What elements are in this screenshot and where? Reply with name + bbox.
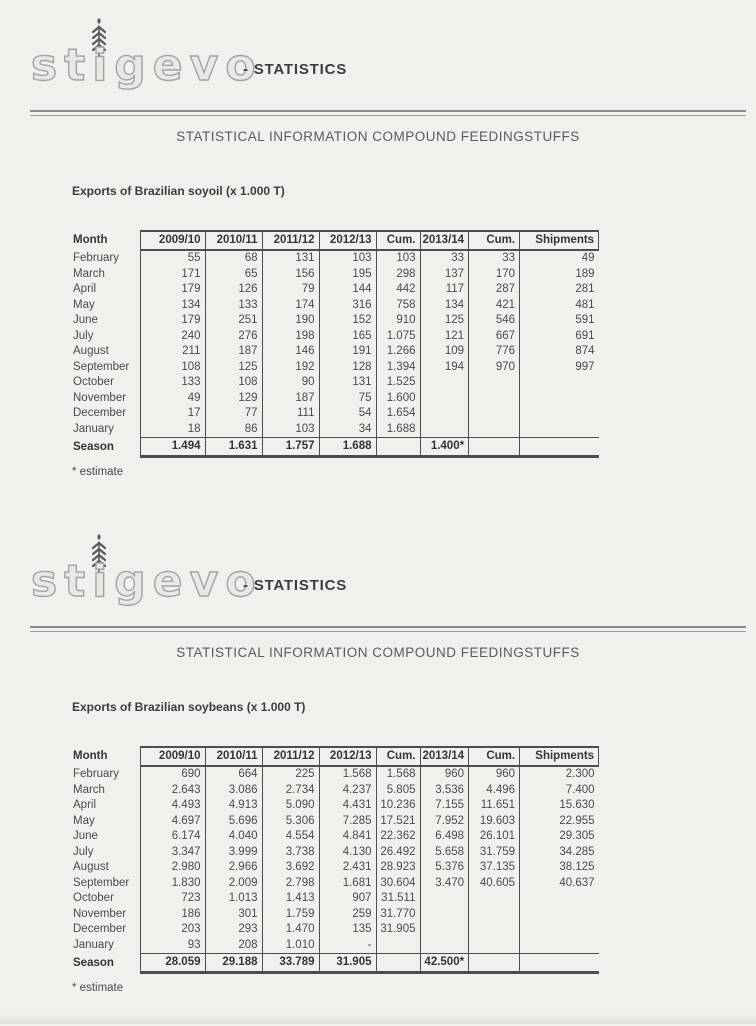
value-cell <box>420 922 469 938</box>
season-value-cell: 1.688 <box>319 438 376 457</box>
column-header: 2012/13 <box>319 747 376 766</box>
value-cell: 22.362 <box>376 829 420 845</box>
value-cell: 211 <box>140 344 205 360</box>
section-soybeans <box>0 516 756 1026</box>
value-cell: 30.604 <box>376 876 420 892</box>
value-cell: 194 <box>420 360 469 376</box>
table-row <box>72 313 599 329</box>
value-cell: 137 <box>420 267 469 283</box>
table-row <box>72 250 599 267</box>
value-cell: 2.734 <box>262 783 319 799</box>
value-cell: 4.913 <box>205 798 262 814</box>
value-cell <box>420 391 469 407</box>
value-cell: 187 <box>262 391 319 407</box>
value-cell: 108 <box>140 360 205 376</box>
column-header: 2010/11 <box>205 747 262 766</box>
value-cell: 1.688 <box>376 422 420 438</box>
value-cell: 3.692 <box>262 860 319 876</box>
column-header: Month <box>73 750 108 762</box>
value-cell <box>469 391 520 407</box>
value-cell: 1.013 <box>205 891 262 907</box>
value-cell: 179 <box>140 313 205 329</box>
value-cell: 1.654 <box>376 406 420 422</box>
column-header: 2012/13 <box>319 231 376 250</box>
column-header: 2010/11 <box>205 231 262 250</box>
season-row <box>72 438 599 457</box>
value-cell <box>469 422 520 438</box>
table-row <box>72 860 599 876</box>
logo-statistics-label: - STATISTICS <box>243 577 348 594</box>
value-cell <box>420 375 469 391</box>
month-cell: March <box>73 267 105 280</box>
value-cell: 1.394 <box>376 360 420 376</box>
table-row <box>72 829 599 845</box>
value-cell: 198 <box>262 329 319 345</box>
header-row <box>72 747 599 766</box>
estimate-footnote: * estimate <box>72 982 124 994</box>
value-cell: 6.174 <box>140 829 205 845</box>
value-cell: 75 <box>319 391 376 407</box>
month-cell: July <box>73 845 94 858</box>
value-cell: 664 <box>205 766 262 783</box>
season-value-cell: 1.757 <box>262 438 319 457</box>
season-value-cell <box>520 438 599 457</box>
value-cell: 152 <box>319 313 376 329</box>
value-cell: 3.536 <box>420 783 469 799</box>
value-cell <box>520 891 599 907</box>
month-cell: June <box>73 314 98 327</box>
season-value-cell: 42.500* <box>420 954 469 973</box>
estimate-footnote: * estimate <box>72 466 124 478</box>
value-cell <box>520 922 599 938</box>
value-cell: 133 <box>205 298 262 314</box>
value-cell: 31.905 <box>376 922 420 938</box>
column-header: 2009/10 <box>140 747 205 766</box>
value-cell: 1.075 <box>376 329 420 345</box>
month-cell: December <box>73 923 127 936</box>
season-row <box>72 954 599 973</box>
value-cell <box>520 391 599 407</box>
logo-text: stigevo <box>31 556 263 607</box>
value-cell: 109 <box>420 344 469 360</box>
column-header: 2011/12 <box>262 747 319 766</box>
value-cell: 259 <box>319 907 376 923</box>
value-cell: 37.135 <box>469 860 520 876</box>
value-cell: 1.010 <box>262 938 319 954</box>
value-cell: 4.431 <box>319 798 376 814</box>
table-row <box>72 814 599 830</box>
column-header: Shipments <box>520 747 599 766</box>
value-cell: 174 <box>262 298 319 314</box>
month-cell: April <box>73 283 97 296</box>
column-header: Shipments <box>520 231 599 250</box>
value-cell: 10.236 <box>376 798 420 814</box>
table-row <box>72 344 599 360</box>
exports-table-soyoil <box>72 230 599 458</box>
value-cell: 126 <box>205 282 262 298</box>
value-cell: 4.496 <box>469 783 520 799</box>
value-cell <box>420 907 469 923</box>
value-cell: 2.980 <box>140 860 205 876</box>
value-cell: 189 <box>520 267 599 283</box>
month-cell: June <box>73 830 98 843</box>
value-cell: 287 <box>469 282 520 298</box>
table-row <box>72 922 599 938</box>
value-cell: 910 <box>376 313 420 329</box>
value-cell: 1.681 <box>319 876 376 892</box>
value-cell: 40.637 <box>520 876 599 892</box>
value-cell: 128 <box>319 360 376 376</box>
value-cell: 301 <box>205 907 262 923</box>
value-cell: 17.521 <box>376 814 420 830</box>
column-header: 2013/14 <box>420 747 469 766</box>
value-cell: 690 <box>140 766 205 783</box>
value-cell: 4.237 <box>319 783 376 799</box>
value-cell: 26.492 <box>376 845 420 861</box>
value-cell <box>520 375 599 391</box>
value-cell <box>469 938 520 954</box>
value-cell: 1.568 <box>319 766 376 783</box>
value-cell: 546 <box>469 313 520 329</box>
value-cell: 49 <box>520 250 599 267</box>
table-row <box>72 329 599 345</box>
value-cell: 874 <box>520 344 599 360</box>
value-cell: 103 <box>376 250 420 267</box>
section-soyoil <box>0 0 756 510</box>
value-cell: 5.805 <box>376 783 420 799</box>
value-cell: 1.759 <box>262 907 319 923</box>
double-rule <box>30 626 746 632</box>
logo-text: stigevo <box>31 40 263 91</box>
value-cell: 5.376 <box>420 860 469 876</box>
value-cell: 970 <box>469 360 520 376</box>
value-cell: 293 <box>205 922 262 938</box>
table-row <box>72 360 599 376</box>
value-cell: 171 <box>140 267 205 283</box>
value-cell: 40.605 <box>469 876 520 892</box>
value-cell <box>420 938 469 954</box>
value-cell: 49 <box>140 391 205 407</box>
value-cell: 691 <box>520 329 599 345</box>
value-cell: 31.770 <box>376 907 420 923</box>
month-cell: January <box>73 939 114 951</box>
month-cell: November <box>73 391 127 404</box>
value-cell: 165 <box>319 329 376 345</box>
value-cell: 4.040 <box>205 829 262 845</box>
value-cell: 1.266 <box>376 344 420 360</box>
month-cell: October <box>73 892 114 905</box>
value-cell: 208 <box>205 938 262 954</box>
table-row <box>72 783 599 799</box>
season-label-cell: Season <box>73 440 114 453</box>
value-cell: 4.841 <box>319 829 376 845</box>
value-cell: 7.155 <box>420 798 469 814</box>
value-cell: 5.696 <box>205 814 262 830</box>
value-cell: 17 <box>140 406 205 422</box>
value-cell: 225 <box>262 766 319 783</box>
season-value-cell <box>376 954 420 973</box>
value-cell: 298 <box>376 267 420 283</box>
value-cell: 5.090 <box>262 798 319 814</box>
table-row <box>72 267 599 283</box>
month-cell: August <box>73 861 109 874</box>
value-cell <box>520 422 599 438</box>
value-cell: 4.493 <box>140 798 205 814</box>
value-cell: 117 <box>420 282 469 298</box>
value-cell: 33 <box>420 250 469 267</box>
logo-statistics-label: - STATISTICS <box>243 61 348 78</box>
table-row <box>72 375 599 391</box>
value-cell: 134 <box>420 298 469 314</box>
season-label-cell: Season <box>73 956 114 969</box>
value-cell: 26.101 <box>469 829 520 845</box>
value-cell: 108 <box>205 375 262 391</box>
season-value-cell <box>520 954 599 973</box>
value-cell <box>469 907 520 923</box>
value-cell: 3.347 <box>140 845 205 861</box>
value-cell: 421 <box>469 298 520 314</box>
value-cell: 29.305 <box>520 829 599 845</box>
table-row <box>72 282 599 298</box>
value-cell: 960 <box>469 766 520 783</box>
table-row <box>72 938 599 954</box>
month-cell: February <box>73 767 120 780</box>
month-cell: April <box>73 799 97 812</box>
value-cell: 907 <box>319 891 376 907</box>
table-subtitle-soyoil: Exports of Brazilian soyoil (x 1.000 T) <box>72 184 285 198</box>
value-cell <box>520 938 599 954</box>
table-row <box>72 907 599 923</box>
value-cell: 18 <box>140 422 205 438</box>
value-cell <box>376 938 420 954</box>
value-cell: 4.697 <box>140 814 205 830</box>
value-cell: 1.600 <box>376 391 420 407</box>
season-value-cell <box>376 438 420 457</box>
value-cell: 960 <box>420 766 469 783</box>
season-value-cell <box>469 438 520 457</box>
month-cell: January <box>73 423 114 435</box>
value-cell <box>420 422 469 438</box>
value-cell: 240 <box>140 329 205 345</box>
value-cell: 7.285 <box>319 814 376 830</box>
value-cell: 3.470 <box>420 876 469 892</box>
month-cell: February <box>73 251 120 264</box>
month-cell: May <box>73 298 95 311</box>
value-cell <box>420 406 469 422</box>
season-value-cell: 29.188 <box>205 954 262 973</box>
value-cell: 2.009 <box>205 876 262 892</box>
value-cell: 125 <box>420 313 469 329</box>
value-cell: 121 <box>420 329 469 345</box>
value-cell: 144 <box>319 282 376 298</box>
header-row <box>72 231 599 250</box>
month-cell: December <box>73 407 127 420</box>
value-cell: 34 <box>319 422 376 438</box>
value-cell: 667 <box>469 329 520 345</box>
month-cell: October <box>73 376 114 389</box>
value-cell: 776 <box>469 344 520 360</box>
section-title: STATISTICAL INFORMATION COMPOUND FEEDINGSTUFFS <box>176 129 580 144</box>
value-cell: 203 <box>140 922 205 938</box>
column-header: 2011/12 <box>262 231 319 250</box>
value-cell <box>469 406 520 422</box>
month-cell: March <box>73 783 105 796</box>
column-header: 2009/10 <box>140 231 205 250</box>
value-cell: 22.955 <box>520 814 599 830</box>
column-header: Cum. <box>376 231 420 250</box>
value-cell: 129 <box>205 391 262 407</box>
value-cell: 86 <box>205 422 262 438</box>
value-cell: 1.470 <box>262 922 319 938</box>
value-cell: 6.498 <box>420 829 469 845</box>
table-row <box>72 298 599 314</box>
value-cell: 758 <box>376 298 420 314</box>
value-cell <box>420 891 469 907</box>
season-value-cell: 33.789 <box>262 954 319 973</box>
value-cell: 3.999 <box>205 845 262 861</box>
value-cell: 997 <box>520 360 599 376</box>
value-cell: 1.830 <box>140 876 205 892</box>
season-value-cell <box>469 954 520 973</box>
value-cell: 7.400 <box>520 783 599 799</box>
value-cell: 186 <box>140 907 205 923</box>
value-cell: 93 <box>140 938 205 954</box>
table-row <box>72 406 599 422</box>
table-row <box>72 891 599 907</box>
value-cell: 156 <box>262 267 319 283</box>
value-cell: 146 <box>262 344 319 360</box>
month-cell: November <box>73 907 127 920</box>
value-cell: 187 <box>205 344 262 360</box>
table-row <box>72 845 599 861</box>
value-cell <box>520 406 599 422</box>
value-cell: 65 <box>205 267 262 283</box>
value-cell: 3.086 <box>205 783 262 799</box>
value-cell: 170 <box>469 267 520 283</box>
value-cell: 3.738 <box>262 845 319 861</box>
month-cell: September <box>73 876 130 889</box>
column-header: Cum. <box>469 747 520 766</box>
table-row <box>72 422 599 438</box>
value-cell: 103 <box>262 422 319 438</box>
value-cell: 191 <box>319 344 376 360</box>
value-cell: 251 <box>205 313 262 329</box>
value-cell: 723 <box>140 891 205 907</box>
value-cell: 11.651 <box>469 798 520 814</box>
season-value-cell: 31.905 <box>319 954 376 973</box>
value-cell: 2.643 <box>140 783 205 799</box>
value-cell: 5.658 <box>420 845 469 861</box>
value-cell: 591 <box>520 313 599 329</box>
value-cell: 125 <box>205 360 262 376</box>
value-cell: 316 <box>319 298 376 314</box>
section-title: STATISTICAL INFORMATION COMPOUND FEEDINGSTUFFS <box>176 645 580 660</box>
value-cell: 5.306 <box>262 814 319 830</box>
value-cell: 54 <box>319 406 376 422</box>
month-cell: July <box>73 329 94 342</box>
table-row <box>72 766 599 783</box>
value-cell: 103 <box>319 250 376 267</box>
value-cell: 281 <box>520 282 599 298</box>
value-cell: 55 <box>140 250 205 267</box>
value-cell: 4.130 <box>319 845 376 861</box>
value-cell: 31.511 <box>376 891 420 907</box>
value-cell: 133 <box>140 375 205 391</box>
value-cell: 131 <box>319 375 376 391</box>
value-cell <box>520 907 599 923</box>
value-cell: 135 <box>319 922 376 938</box>
value-cell: 179 <box>140 282 205 298</box>
value-cell: 192 <box>262 360 319 376</box>
value-cell: 2.966 <box>205 860 262 876</box>
value-cell: 2.431 <box>319 860 376 876</box>
exports-table-soybeans <box>72 746 599 974</box>
value-cell: 33 <box>469 250 520 267</box>
column-header: Month <box>73 234 108 246</box>
value-cell: 28.923 <box>376 860 420 876</box>
value-cell: 77 <box>205 406 262 422</box>
column-header: Cum. <box>376 747 420 766</box>
value-cell: 131 <box>262 250 319 267</box>
value-cell: 19.603 <box>469 814 520 830</box>
value-cell: 481 <box>520 298 599 314</box>
value-cell <box>469 922 520 938</box>
value-cell: 15.630 <box>520 798 599 814</box>
value-cell: 1.525 <box>376 375 420 391</box>
table-row <box>72 798 599 814</box>
column-header: 2013/14 <box>420 231 469 250</box>
season-value-cell: 28.059 <box>140 954 205 973</box>
value-cell: 7.952 <box>420 814 469 830</box>
table-subtitle-soybeans: Exports of Brazilian soybeans (x 1.000 T) <box>72 700 306 714</box>
value-cell <box>469 891 520 907</box>
value-cell: 2.798 <box>262 876 319 892</box>
value-cell: 1.568 <box>376 766 420 783</box>
value-cell <box>469 375 520 391</box>
value-cell: 4.554 <box>262 829 319 845</box>
value-cell: 195 <box>319 267 376 283</box>
value-cell: 79 <box>262 282 319 298</box>
value-cell: 190 <box>262 313 319 329</box>
month-cell: May <box>73 814 95 827</box>
value-cell: - <box>319 938 376 954</box>
season-value-cell: 1.494 <box>140 438 205 457</box>
value-cell: 38.125 <box>520 860 599 876</box>
column-header: Cum. <box>469 231 520 250</box>
value-cell: 111 <box>262 406 319 422</box>
value-cell: 31.759 <box>469 845 520 861</box>
value-cell: 34.285 <box>520 845 599 861</box>
value-cell: 90 <box>262 375 319 391</box>
value-cell: 1.413 <box>262 891 319 907</box>
month-cell: August <box>73 345 109 358</box>
double-rule <box>30 110 746 116</box>
value-cell: 134 <box>140 298 205 314</box>
season-value-cell: 1.400* <box>420 438 469 457</box>
value-cell: 442 <box>376 282 420 298</box>
value-cell: 276 <box>205 329 262 345</box>
value-cell: 2.300 <box>520 766 599 783</box>
table-row <box>72 876 599 892</box>
table-row <box>72 391 599 407</box>
season-value-cell: 1.631 <box>205 438 262 457</box>
value-cell: 68 <box>205 250 262 267</box>
month-cell: September <box>73 360 130 373</box>
